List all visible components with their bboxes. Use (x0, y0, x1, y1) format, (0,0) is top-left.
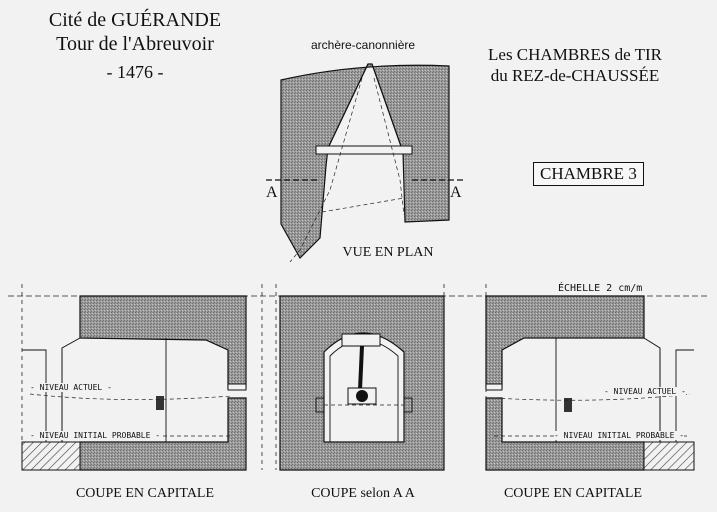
main-title-line2: du REZ-de-CHAUSSÉE (490, 66, 660, 85)
tower-title: Tour de l'Abreuvoir (56, 33, 214, 55)
right-level-initial: - NIVEAU INITIAL PROBABLE - (554, 431, 685, 440)
right-caption: COUPE EN CAPITALE (503, 486, 643, 501)
middle-section (280, 296, 444, 470)
city-title: Cité de GUÉRANDE (48, 9, 222, 31)
left-caption: COUPE EN CAPITALE (75, 486, 215, 501)
section-marker-left: A (266, 184, 278, 201)
left-level-initial: - NIVEAU INITIAL PROBABLE - (30, 431, 161, 440)
right-section (486, 296, 694, 470)
chamber-label: CHAMBRE 3 (533, 162, 644, 186)
scale-label: ÉCHELLE 2 cm/m (558, 283, 643, 294)
plan-caption: VUE EN PLAN (342, 245, 434, 260)
embrasure-label: archère-canonnière (310, 38, 416, 52)
left-level-current: - NIVEAU ACTUEL - (30, 383, 112, 392)
plan-gun-slot (316, 146, 412, 154)
right-level-current: - NIVEAU ACTUEL - (604, 387, 686, 396)
year-label: - 1476 - (106, 62, 164, 82)
plan-masonry (281, 64, 449, 258)
section-marker-right: A (450, 184, 462, 201)
gun-port-circle (356, 390, 368, 402)
main-title-line1: Les CHAMBRES de TIR (488, 45, 662, 64)
plan-view (266, 64, 464, 262)
middle-caption: COUPE selon A A (311, 486, 415, 501)
